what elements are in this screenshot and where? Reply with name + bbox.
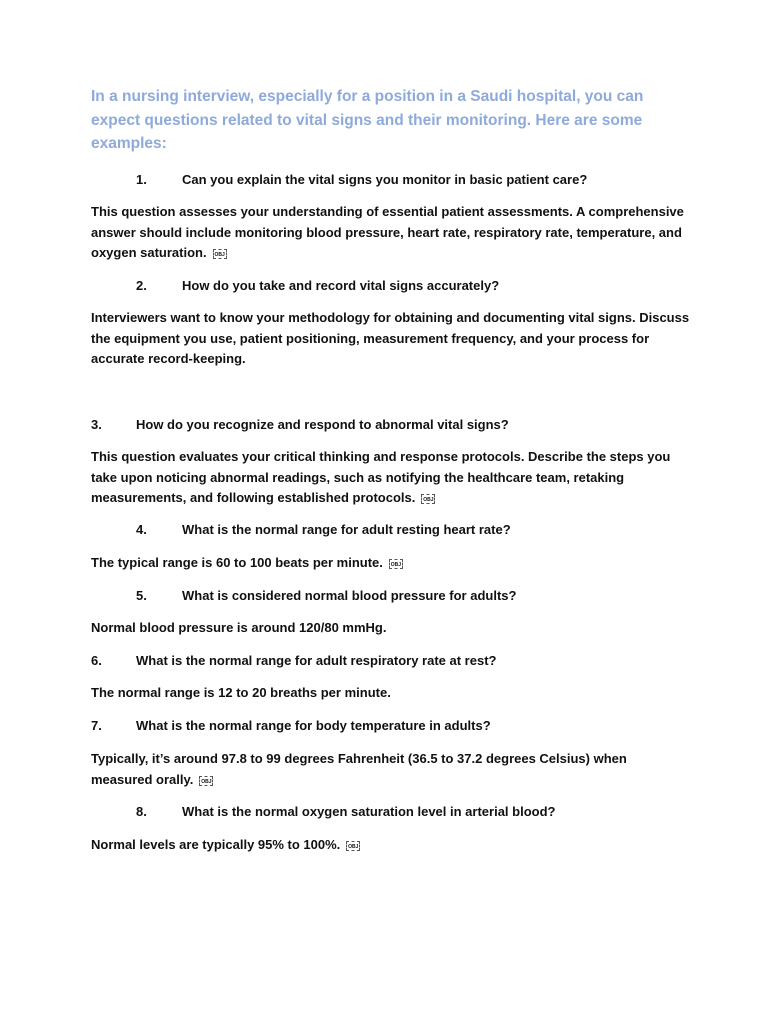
answer-7 (91, 749, 691, 790)
answer-2 (91, 308, 691, 370)
answer-text: Normal levels are typically 95% to 100%. (91, 837, 341, 852)
answer-text: The typical range is 60 to 100 beats per minute. (91, 555, 383, 570)
question-text: Can you explain the vital signs you monitor in basic patient care? (182, 172, 588, 187)
answer-text: This question assesses your understanding of essential patient assessments. A comprehensive answer should include monitoring blood pressure, heart rate, respiratory rate, temperature, and oxygen saturation. (91, 204, 684, 261)
answer-3 (91, 447, 691, 509)
object-placeholder-icon: OBJ (421, 494, 435, 504)
question-text: How do you recognize and respond to abnormal vital signs? (136, 417, 509, 432)
object-placeholder-icon: OBJ (389, 559, 403, 569)
question-text: What is the normal range for adult respiratory rate at rest? (136, 653, 497, 668)
question-number: 8. (136, 804, 147, 819)
question-number: 2. (136, 278, 147, 293)
answer-5 (91, 618, 691, 639)
answer-text: Normal blood pressure is around 120/80 mmHg. (91, 620, 387, 635)
answer-text: The normal range is 12 to 20 breaths per minute. (91, 685, 391, 700)
question-text: What is considered normal blood pressure for adults? (182, 588, 517, 603)
question-number: 4. (136, 522, 147, 537)
question-text: How do you take and record vital signs accurately? (182, 278, 500, 293)
question-text: What is the normal oxygen saturation level in arterial blood? (182, 804, 556, 819)
object-placeholder-icon: OBJ (199, 776, 213, 786)
question-number: 1. (136, 172, 147, 187)
object-placeholder-icon: OBJ (346, 841, 360, 851)
question-text: What is the normal range for adult resting heart rate? (182, 522, 511, 537)
answer-1 (91, 202, 691, 264)
question-number: 6. (91, 653, 102, 668)
question-number: 7. (91, 718, 102, 733)
answer-8 (91, 835, 691, 856)
answer-text: This question evaluates your critical thinking and response protocols. Describe the steps you take upon noticing abnormal readings, such as notifying the healthcare team, retaking measurements, and following established protocols. (91, 449, 671, 506)
answer-4 (91, 553, 691, 574)
answer-6 (91, 683, 691, 704)
answer-text: Interviewers want to know your methodology for obtaining and documenting vital signs. Discuss the equipment you use, patient positioning, measurement frequency, and your process for accurate record-keeping. (91, 310, 690, 367)
question-number: 3. (91, 417, 102, 432)
question-text: What is the normal range for body temperature in adults? (136, 718, 491, 733)
intro-paragraph: In a nursing interview, especially for a position in a Saudi hospital, you can expect questions related to vital signs and their monitoring. Here are some examples: (91, 88, 644, 152)
question-number: 5. (136, 588, 147, 603)
object-placeholder-icon: OBJ (213, 249, 227, 259)
answer-text: Typically, it’s around 97.8 to 99 degrees Fahrenheit (36.5 to 37.2 degrees Celsius) when measured orally. (91, 751, 627, 787)
